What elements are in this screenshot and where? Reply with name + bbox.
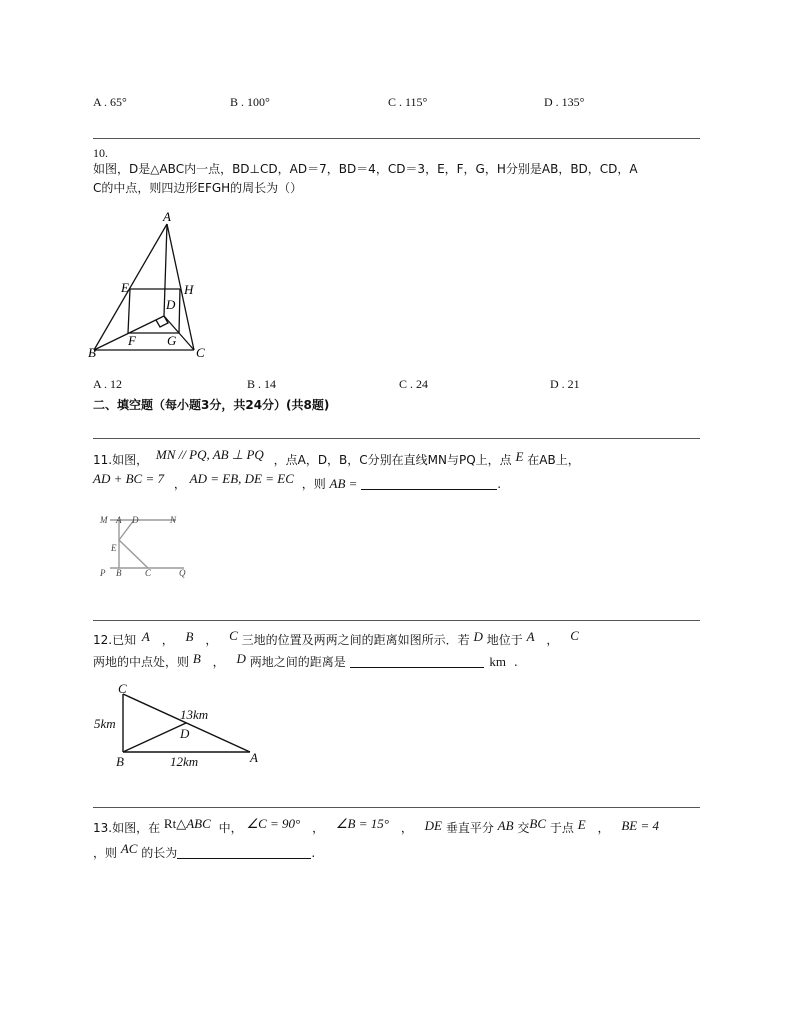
q13-text-6: 的长为: [141, 846, 178, 860]
q11-ask-expr: AB =: [329, 476, 358, 491]
label-b: B: [116, 568, 122, 578]
q13-de: DE: [424, 818, 442, 833]
q11-figure: [96, 510, 196, 580]
q12-var-b2: B: [192, 651, 201, 666]
q12-var-d: D: [473, 629, 483, 644]
edge-ef: [128, 289, 130, 333]
q12-var-d2: D: [236, 651, 246, 666]
label-c: C: [145, 568, 152, 578]
divider: [93, 138, 700, 139]
label-b: B: [88, 345, 96, 360]
q10-figure: [88, 208, 218, 366]
q13-line1: 13.如图，在 Rt△ABC 中， ∠C = 90° ， ∠B = 15° ， DE 垂直平分 AB 交BC 于点 E ， BE = 4: [93, 816, 659, 835]
q13-text-2: 垂直平分: [445, 821, 494, 835]
q11-answer-blank[interactable]: [361, 475, 497, 490]
q11-ask: ，则: [301, 477, 326, 491]
label-m: M: [100, 515, 108, 525]
label-g: G: [167, 333, 177, 348]
q13-text-5: ，则: [93, 846, 118, 860]
q9-option-c: C . 115°: [388, 95, 428, 109]
label-h: H: [184, 282, 194, 297]
q13-rt: Rt△: [163, 816, 187, 831]
q12-var-a2: A: [526, 629, 535, 644]
q13-ab: AB: [497, 818, 514, 833]
q9-option-d: D . 135°: [544, 95, 585, 109]
q13-end: .: [311, 846, 316, 860]
q12-var-a: A: [141, 629, 150, 644]
q10-option-b: B . 14: [247, 377, 277, 391]
divider: [93, 620, 700, 621]
length-bc: 5km: [94, 716, 116, 731]
q11-prefix: 11.如图，: [93, 453, 149, 467]
q10-line2: C的中点，则四边形EFGH的周长为（）: [93, 181, 303, 195]
label-e: E: [111, 543, 117, 553]
q11-condition-1: MN // PQ, AB ⊥ PQ: [155, 447, 264, 462]
q11-condition-3: AD = EB, DE = EC: [189, 471, 294, 486]
q13-ac: AC: [120, 841, 138, 856]
label-a: A: [250, 750, 258, 765]
divider: [93, 807, 700, 808]
q9-option-b: B . 100°: [230, 95, 270, 109]
q13-e: E: [577, 817, 586, 832]
label-f: F: [128, 333, 136, 348]
q12-line2: 两地的中点处，则 B ， D 两地之间的距离是 km .: [93, 651, 518, 669]
label-a: A: [163, 209, 171, 224]
divider: [93, 438, 700, 439]
q11-text-2: 在AB上，: [527, 453, 580, 467]
q13-angle-c: ∠C = 90°: [246, 816, 301, 831]
q12-text-4: 两地之间的距离是: [249, 655, 346, 669]
q13-angle-b: ∠B = 15°: [335, 816, 389, 831]
q9-option-a: A . 65°: [93, 95, 127, 109]
q10-option-c: C . 24: [399, 377, 429, 391]
q10-line1: 如图，D是△ABC内一点，BD⊥CD，AD＝7，BD＝4，CD＝3，E，F，G，H分别是AB，BD，CD，A: [93, 162, 638, 176]
label-e: E: [121, 280, 129, 295]
q12-text-2: 地位于: [486, 633, 523, 647]
q13-text-1: 中，: [218, 821, 243, 835]
q13-be: BE = 4: [621, 818, 659, 833]
label-d: D: [166, 297, 176, 312]
label-c: C: [118, 682, 127, 696]
q11-end: .: [497, 477, 502, 491]
q10-option-d: D . 21: [550, 377, 580, 391]
edge-hg: [179, 289, 180, 333]
q12-var-c2: C: [570, 628, 579, 643]
q12-text-1: 三地的位置及两两之间的距离如图所示．若: [241, 633, 470, 647]
q13-bc: BC: [529, 816, 547, 831]
q10-option-a: A . 12: [93, 377, 123, 391]
q12-answer-blank[interactable]: [350, 653, 484, 668]
label-q: Q: [179, 568, 186, 578]
q11-text-1: ，点A，D，B，C分别在直线MN与PQ上，点: [273, 453, 512, 467]
q10-number: 10.: [93, 146, 108, 160]
q11-line2: AD + BC = 7 ， AD = EB, DE = EC ，则 AB = .: [93, 471, 502, 491]
q13-abc: ABC: [186, 816, 211, 831]
length-ac: 13km: [180, 707, 209, 722]
q12-figure: [90, 682, 270, 772]
q13-text-4: 于点: [549, 821, 574, 835]
label-d: D: [180, 726, 190, 741]
section-2-title: 二、填空题（每小题3分，共24分）(共8题): [93, 398, 330, 412]
edge-ab: [94, 224, 167, 350]
q12-unit: km: [489, 654, 506, 669]
label-b: B: [116, 754, 124, 769]
q13-text-3: 交: [517, 821, 530, 835]
q11-line1: [93, 447, 580, 470]
q13-answer-blank[interactable]: [177, 844, 311, 859]
q13-line2: [93, 843, 315, 863]
q11-condition-2: AD + BC = 7: [93, 471, 164, 486]
q12-line1: 12.已知 A ， B ， C 三地的位置及两两之间的距离如图所示．若 D 地位于 A ， C: [93, 628, 579, 647]
q12-end: .: [513, 655, 518, 669]
label-n: N: [170, 515, 177, 525]
length-ba: 12km: [170, 754, 199, 769]
q13-prefix: 13.如图，在: [93, 821, 161, 835]
label-c: C: [196, 345, 205, 360]
q11-point-e: E: [515, 449, 524, 464]
label-a: A: [116, 515, 122, 525]
q12-var-b: B: [185, 629, 194, 644]
q12-text-3: 两地的中点处，则: [93, 655, 190, 669]
q12-var-c: C: [229, 628, 238, 643]
label-d: D: [132, 515, 139, 525]
q12-prefix: 12.已知: [93, 633, 137, 647]
label-p: P: [100, 568, 106, 578]
